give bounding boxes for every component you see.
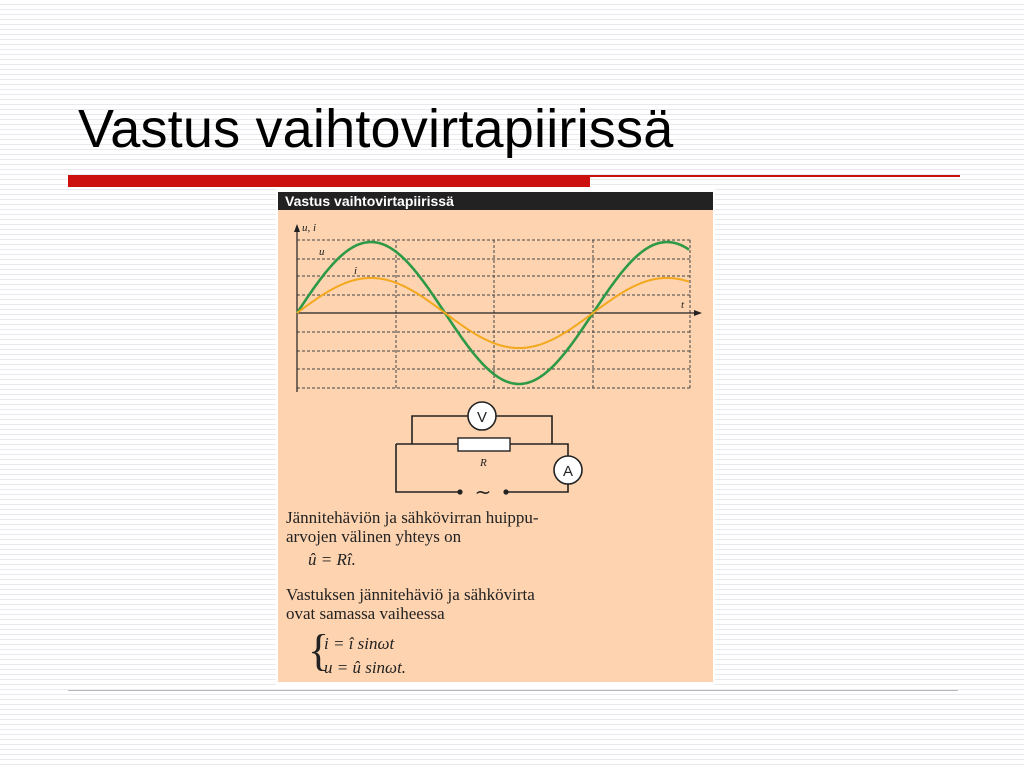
figure-frame [276,188,715,687]
paragraph2-line1: Vastuksen jännitehäviö ja sähkövirta [286,585,535,604]
figure-header: Vastus vaihtovirtapiirissä [278,192,713,210]
slide-title: Vastus vaihtovirtapiirissä [78,99,674,159]
curve-i-label: i [354,265,358,277]
resistor-label: R [480,457,487,469]
title-underline-red [68,175,590,187]
graph-and-circuit [278,192,713,502]
formula-voltage: u = û sinωt. [324,658,407,677]
paragraph1-line1: Jännitehäviön ja sähkövirran huippu- [286,508,539,527]
ammeter-label: A [562,463,574,480]
source-terminal-right [503,489,508,494]
title-underline-thin [590,175,960,177]
paragraph2-line2: ovat samassa vaiheessa [286,604,445,623]
y-axis-label: u, i [302,222,317,234]
x-axis-label: t [681,299,685,311]
formula-peak-relation: û = Rî. [308,550,356,569]
equation-brace: { [308,626,330,675]
formula-current: i = î sinωt [324,634,395,653]
figure-panel [278,192,713,682]
ac-source-symbol: ~ [474,480,492,502]
paragraph1-line2: arvojen välinen yhteys on [286,527,462,546]
resistor [458,438,510,451]
x-axis-arrow [694,310,702,316]
y-axis-arrow [294,224,300,232]
curve-u-label: u [319,246,325,258]
source-terminal-left [457,489,462,494]
bottom-divider [68,690,958,691]
voltmeter-label: V [476,409,488,426]
